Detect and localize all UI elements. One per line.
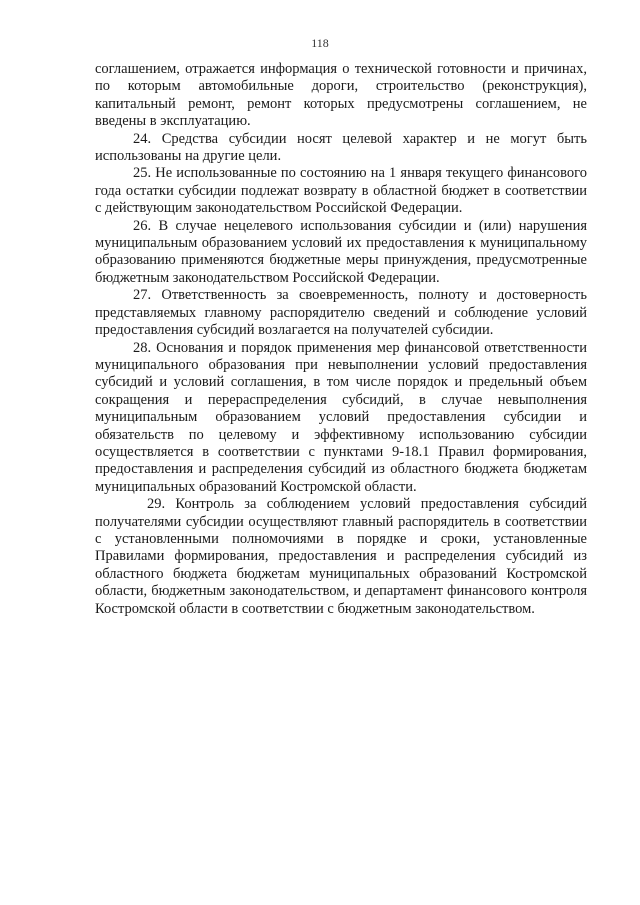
paragraph-continuation: соглашением, отражается информация о технической готовности и причинах, по которым автомобильные дороги, строительство (реконструкция), капитальный ремонт, ремонт которых предусмотрены соглашением, не введены в эксплуатацию. xyxy=(95,61,587,130)
paragraph-26: 26. В случае нецелевого использования субсидии и (или) нарушения муниципальным образованием условий их предоставления к муниципальному образованию применяются бюджетные меры принуждения, предусмотренные бюджетным законодательством Российской Федерации. xyxy=(95,217,587,286)
paragraph-28: 28. Основания и порядок применения мер финансовой ответственности муниципального образования при невыполнении условий предоставления субсидий и условий соглашения, в том числе порядок и предельный объем сокращения и перераспределения субсидий, в случае невыполнения муниципальным образованием условий предоставления субсидии и обязательств по целевому и эффективному использованию субсидии осуществляется в соответствии с пунктами 9-18.1 Правил формирования, предоставления и распределения субсидий из областного бюджета бюджетам муниципальных образований Костромской области. xyxy=(95,339,587,495)
paragraph-27: 27. Ответственность за своевременность, полноту и достоверность представляемых главному распорядителю сведений и соблюдение условий предоставления субсидий возлагается на получателей субсидии. xyxy=(95,287,587,339)
document-body xyxy=(95,61,587,618)
page-number: 118 xyxy=(311,36,329,50)
paragraph-24: 24. Средства субсидии носят целевой характер и не могут быть использованы на другие цели. xyxy=(95,130,587,165)
paragraph-25: 25. Не использованные по состоянию на 1 января текущего финансового года остатки субсидии подлежат возврату в областной бюджет в соответствии с действующим законодательством Российской Федерации. xyxy=(95,165,587,217)
paragraph-29: 29. Контроль за соблюдением условий предоставления субсидий получателями субсидии осуществляют главный распорядитель в соответствии с установленными полномочиями в порядке и сроки, установленные Правилами формирования, предоставления и распределения субсидий из областного бюджета бюджетам муниципальных образований Костромской области, бюджетным законодательством, и департамент финансового контроля Костромской области в соответствии с бюджетным законодательством. xyxy=(95,496,587,617)
